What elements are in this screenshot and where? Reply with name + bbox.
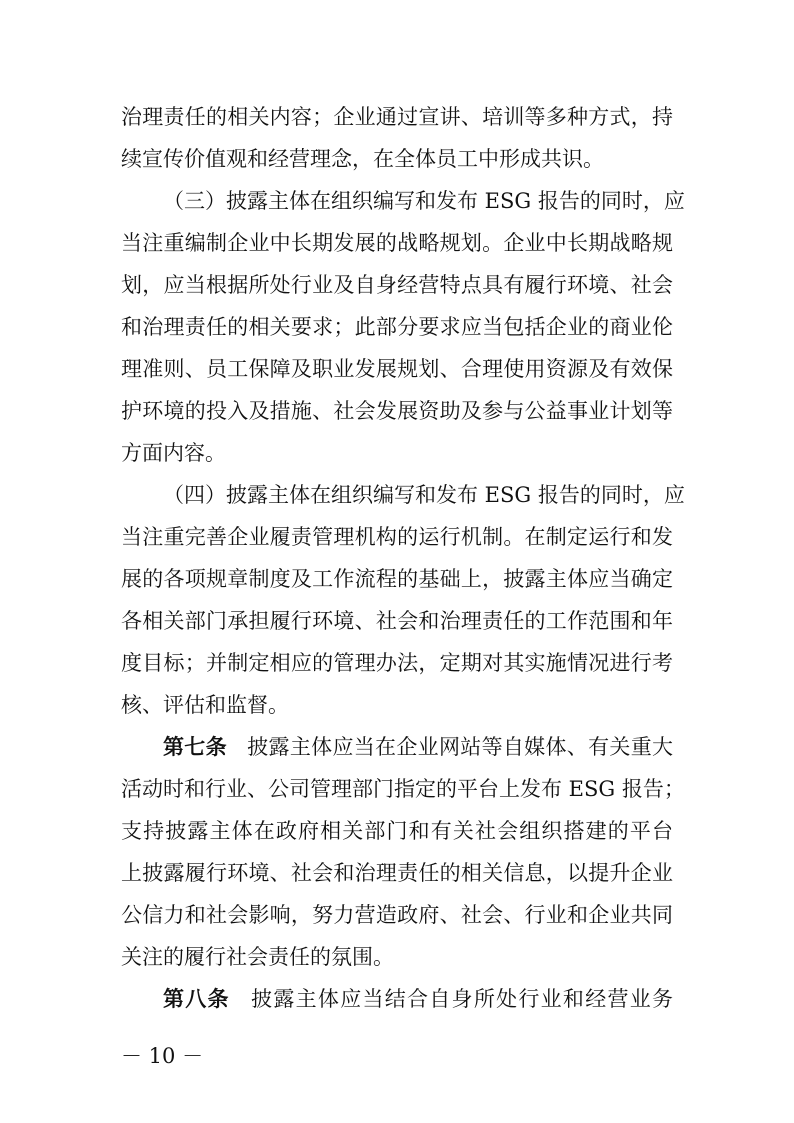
article-7-text: 披露主体应当在企业网站等自媒体、有关重大	[246, 735, 674, 759]
article-7-first-line	[163, 727, 673, 767]
paragraph-line: 核、评估和监督。	[121, 693, 289, 717]
article-7-heading: 第七条	[163, 734, 227, 759]
page-number: － 10 －	[121, 1044, 204, 1068]
paragraph-line: 上披露履行环境、社会和治理责任的相关信息，以提升企业	[121, 861, 673, 885]
paragraph-line: 方面内容。	[121, 441, 226, 465]
paragraph-line: 当注重完善企业履责管理机构的运行机制。在制定运行和发	[121, 525, 673, 549]
article-8-heading: 第八条	[163, 986, 230, 1011]
paragraph-line: 公信力和社会影响，努力营造政府、社会、行业和企业共同	[121, 903, 673, 927]
paragraph-line: 治理责任的相关内容；企业通过宣讲、培训等多种方式，持	[121, 105, 673, 129]
paragraph-line: 展的各项规章制度及工作流程的基础上，披露主体应当确定	[121, 567, 673, 591]
paragraph-line: 理准则、员工保障及职业发展规划、合理使用资源及有效保	[121, 357, 673, 381]
paragraph-line: 护环境的投入及措施、社会发展资助及参与公益事业计划等	[121, 399, 673, 423]
paragraph-line: （三）披露主体在组织编写和发布 ESG 报告的同时，应	[163, 189, 685, 213]
paragraph-line: 续宣传价值观和经营理念，在全体员工中形成共识。	[121, 147, 604, 171]
paragraph-line: 和治理责任的相关要求；此部分要求应当包括企业的商业伦	[121, 315, 673, 339]
paragraph-line: （四）披露主体在组织编写和发布 ESG 报告的同时，应	[163, 483, 685, 507]
paragraph-line: 关注的履行社会责任的氛围。	[121, 945, 394, 969]
article-8-text: 披露主体应当结合自身所处行业和经营业务	[249, 987, 674, 1011]
paragraph-line: 度目标；并制定相应的管理办法，定期对其实施情况进行考	[121, 651, 673, 675]
paragraph-line: 活动时和行业、公司管理部门指定的平台上发布 ESG 报告；	[121, 777, 685, 801]
paragraph-line: 当注重编制企业中长期发展的战略规划。企业中长期战略规	[121, 231, 673, 255]
paragraph-line: 各相关部门承担履行环境、社会和治理责任的工作范围和年	[121, 609, 673, 633]
article-8-first-line	[163, 979, 673, 1019]
paragraph-line: 划，应当根据所处行业及自身经营特点具有履行环境、社会	[121, 273, 673, 297]
paragraph-line: 支持披露主体在政府相关部门和有关社会组织搭建的平台	[121, 819, 673, 843]
